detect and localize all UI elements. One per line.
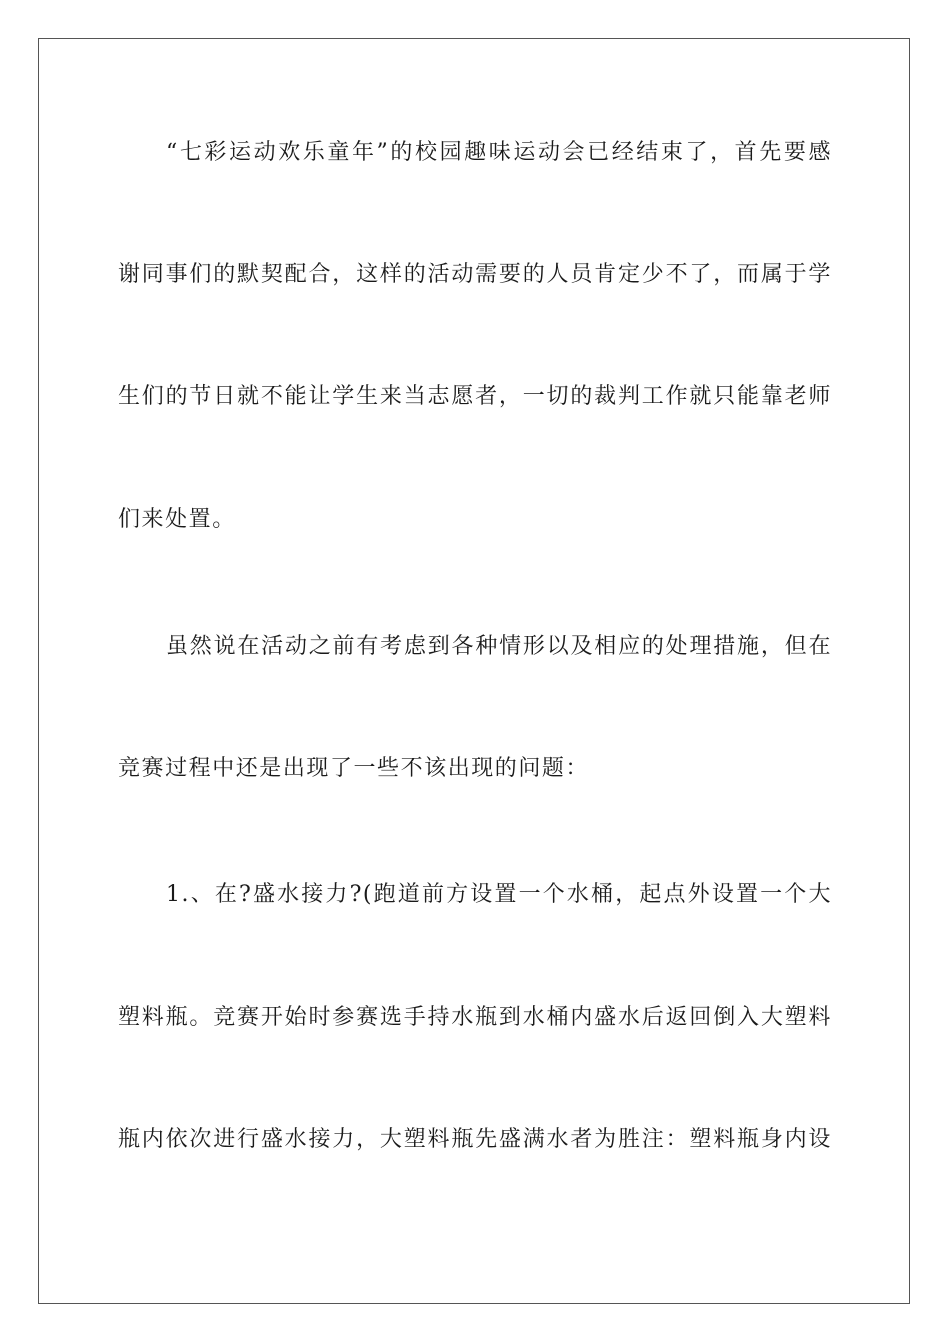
paragraph-3-line-3: 瓶内依次进行盛水接力，大塑料瓶先盛满水者为胜注：塑料瓶身内设 — [118, 1127, 832, 1152]
paragraph-2-line-2: 竞赛过程中还是出现了一些不该出现的问题： — [118, 756, 590, 781]
paragraph-3-line-1: 1.、在?盛水接力?(跑道前方设置一个水桶，起点外设置一个大 — [166, 882, 832, 907]
paragraph-1-line-2: 谢同事们的默契配合，这样的活动需要的人员肯定少不了，而属于学 — [118, 262, 832, 287]
paragraph-1-line-4: 们来处置。 — [118, 507, 236, 532]
paragraph-1-line-3: 生们的节日就不能让学生来当志愿者，一切的裁判工作就只能靠老师 — [118, 384, 832, 409]
paragraph-2-line-1: 虽然说在活动之前有考虑到各种情形以及相应的处理措施，但在 — [166, 634, 832, 659]
page-border — [38, 38, 910, 1304]
paragraph-1-line-1: “七彩运动欢乐童年”的校园趣味运动会已经结束了，首先要感 — [166, 140, 832, 165]
paragraph-3-line-2: 塑料瓶。竞赛开始时参赛选手持水瓶到水桶内盛水后返回倒入大塑料 — [118, 1005, 832, 1030]
